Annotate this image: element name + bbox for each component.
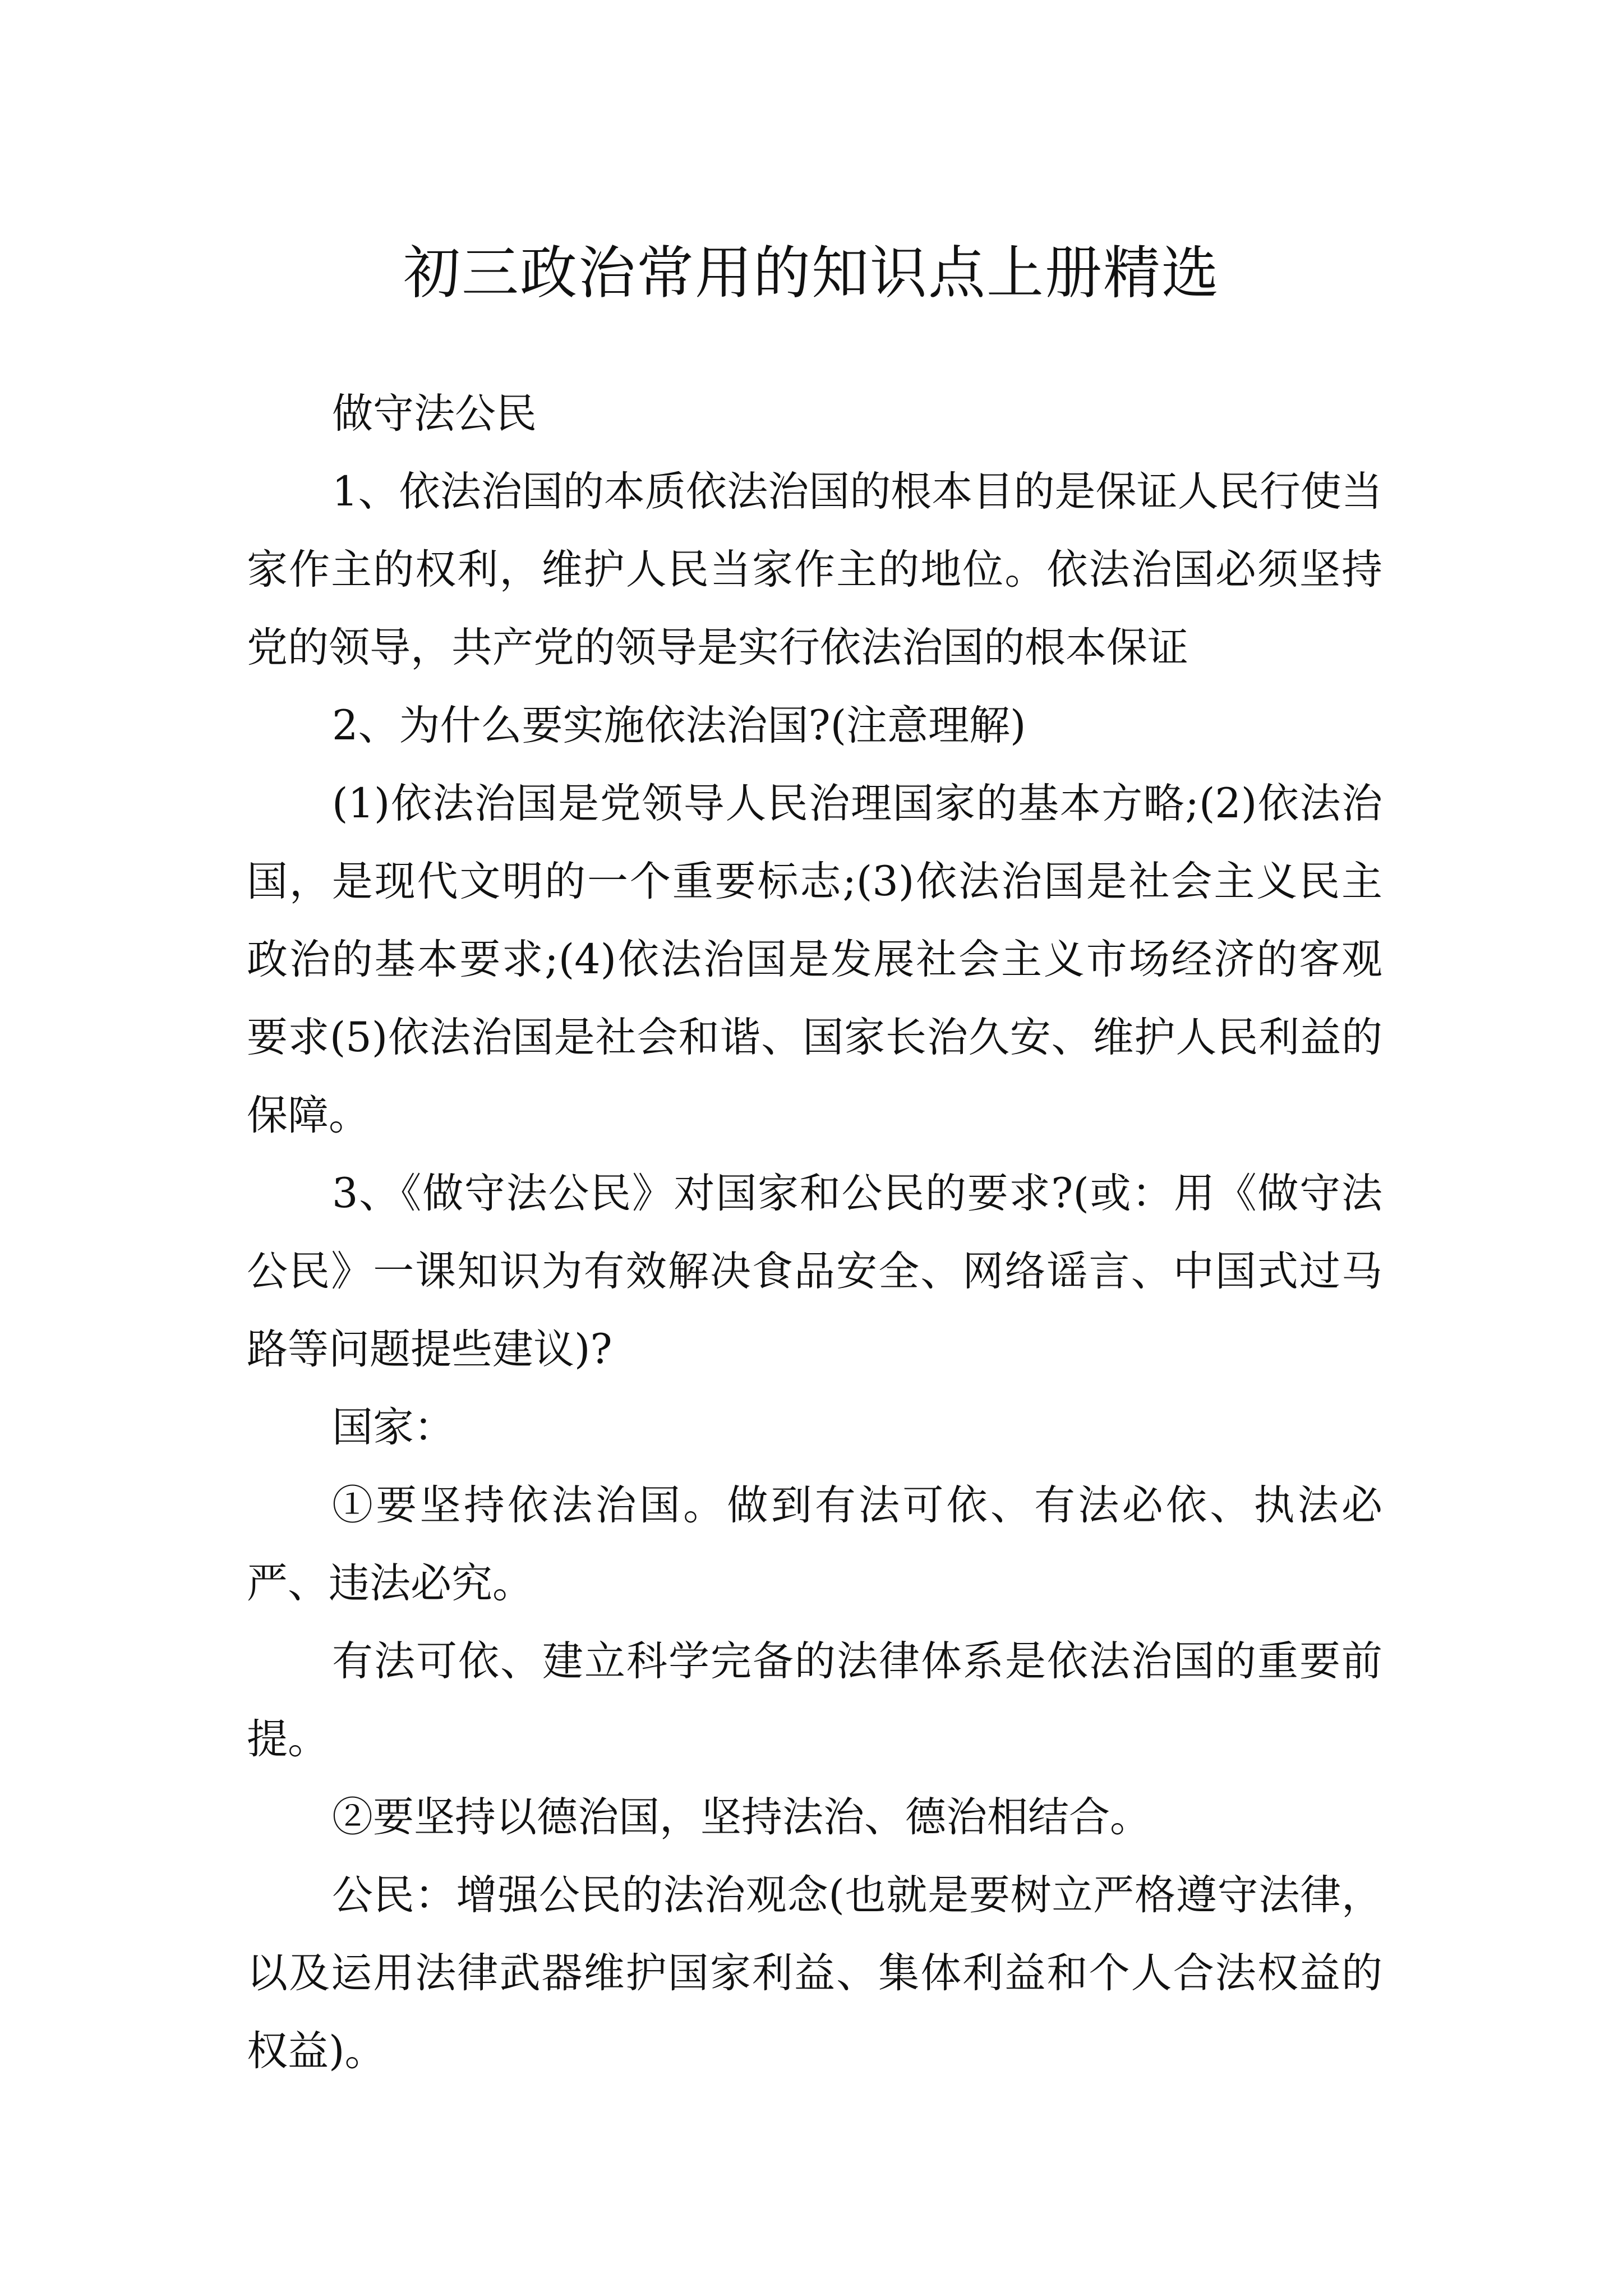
document-body xyxy=(247,375,1382,2090)
paragraph-point-3-question: 3、《做守法公民》对国家和公民的要求?(或：用《做守法公民》一课知识为有效解决食品安全、网络谣言、中国式过马路等问题提些建议)? xyxy=(247,1170,1382,1373)
paragraph-point-2-answer: (1)依法治国是党领导人民治理国家的基本方略;(2)依法治国，是现代文明的一个重要标志;(3)依法治国是社会主义民主政治的基本要求;(4)依法治国是发展社会主义市场经济的客观要求(5)依法治国是社会和谐、国家长治久安、维护人民利益的保障。 xyxy=(247,780,1382,1139)
paragraph-citizen: 公民：增强公民的法治观念(也就是要树立严格遵守法律，以及运用法律武器维护国家利益、集体利益和个人合法权益的权益)。 xyxy=(247,1871,1382,2075)
document-title: 初三政治常用的知识点上册精选 xyxy=(403,240,1220,307)
paragraph-country-item-1: ①要坚持依法治国。做到有法可依、有法必依、执法必严、违法必究。 xyxy=(247,1481,1382,1607)
paragraph-country-item-2: ②要坚持以德治国，坚持法治、德治相结合。 xyxy=(332,1793,1151,1841)
paragraph-point-2-question: 2、为什么要实施依法治国?(注意理解) xyxy=(332,702,1026,749)
paragraph-section-heading: 做守法公民 xyxy=(332,390,537,438)
paragraph-country-label: 国家： xyxy=(332,1404,455,1451)
paragraph-point-1: 1、依法治国的本质依法治国的根本目的是保证人民行使当家作主的权利，维护人民当家作主的地位。依法治国必须坚持党的领导，共产党的领导是实行依法治国的根本保证 xyxy=(247,468,1382,671)
paragraph-country-note: 有法可依、建立科学完备的法律体系是依法治国的重要前提。 xyxy=(247,1637,1382,1763)
